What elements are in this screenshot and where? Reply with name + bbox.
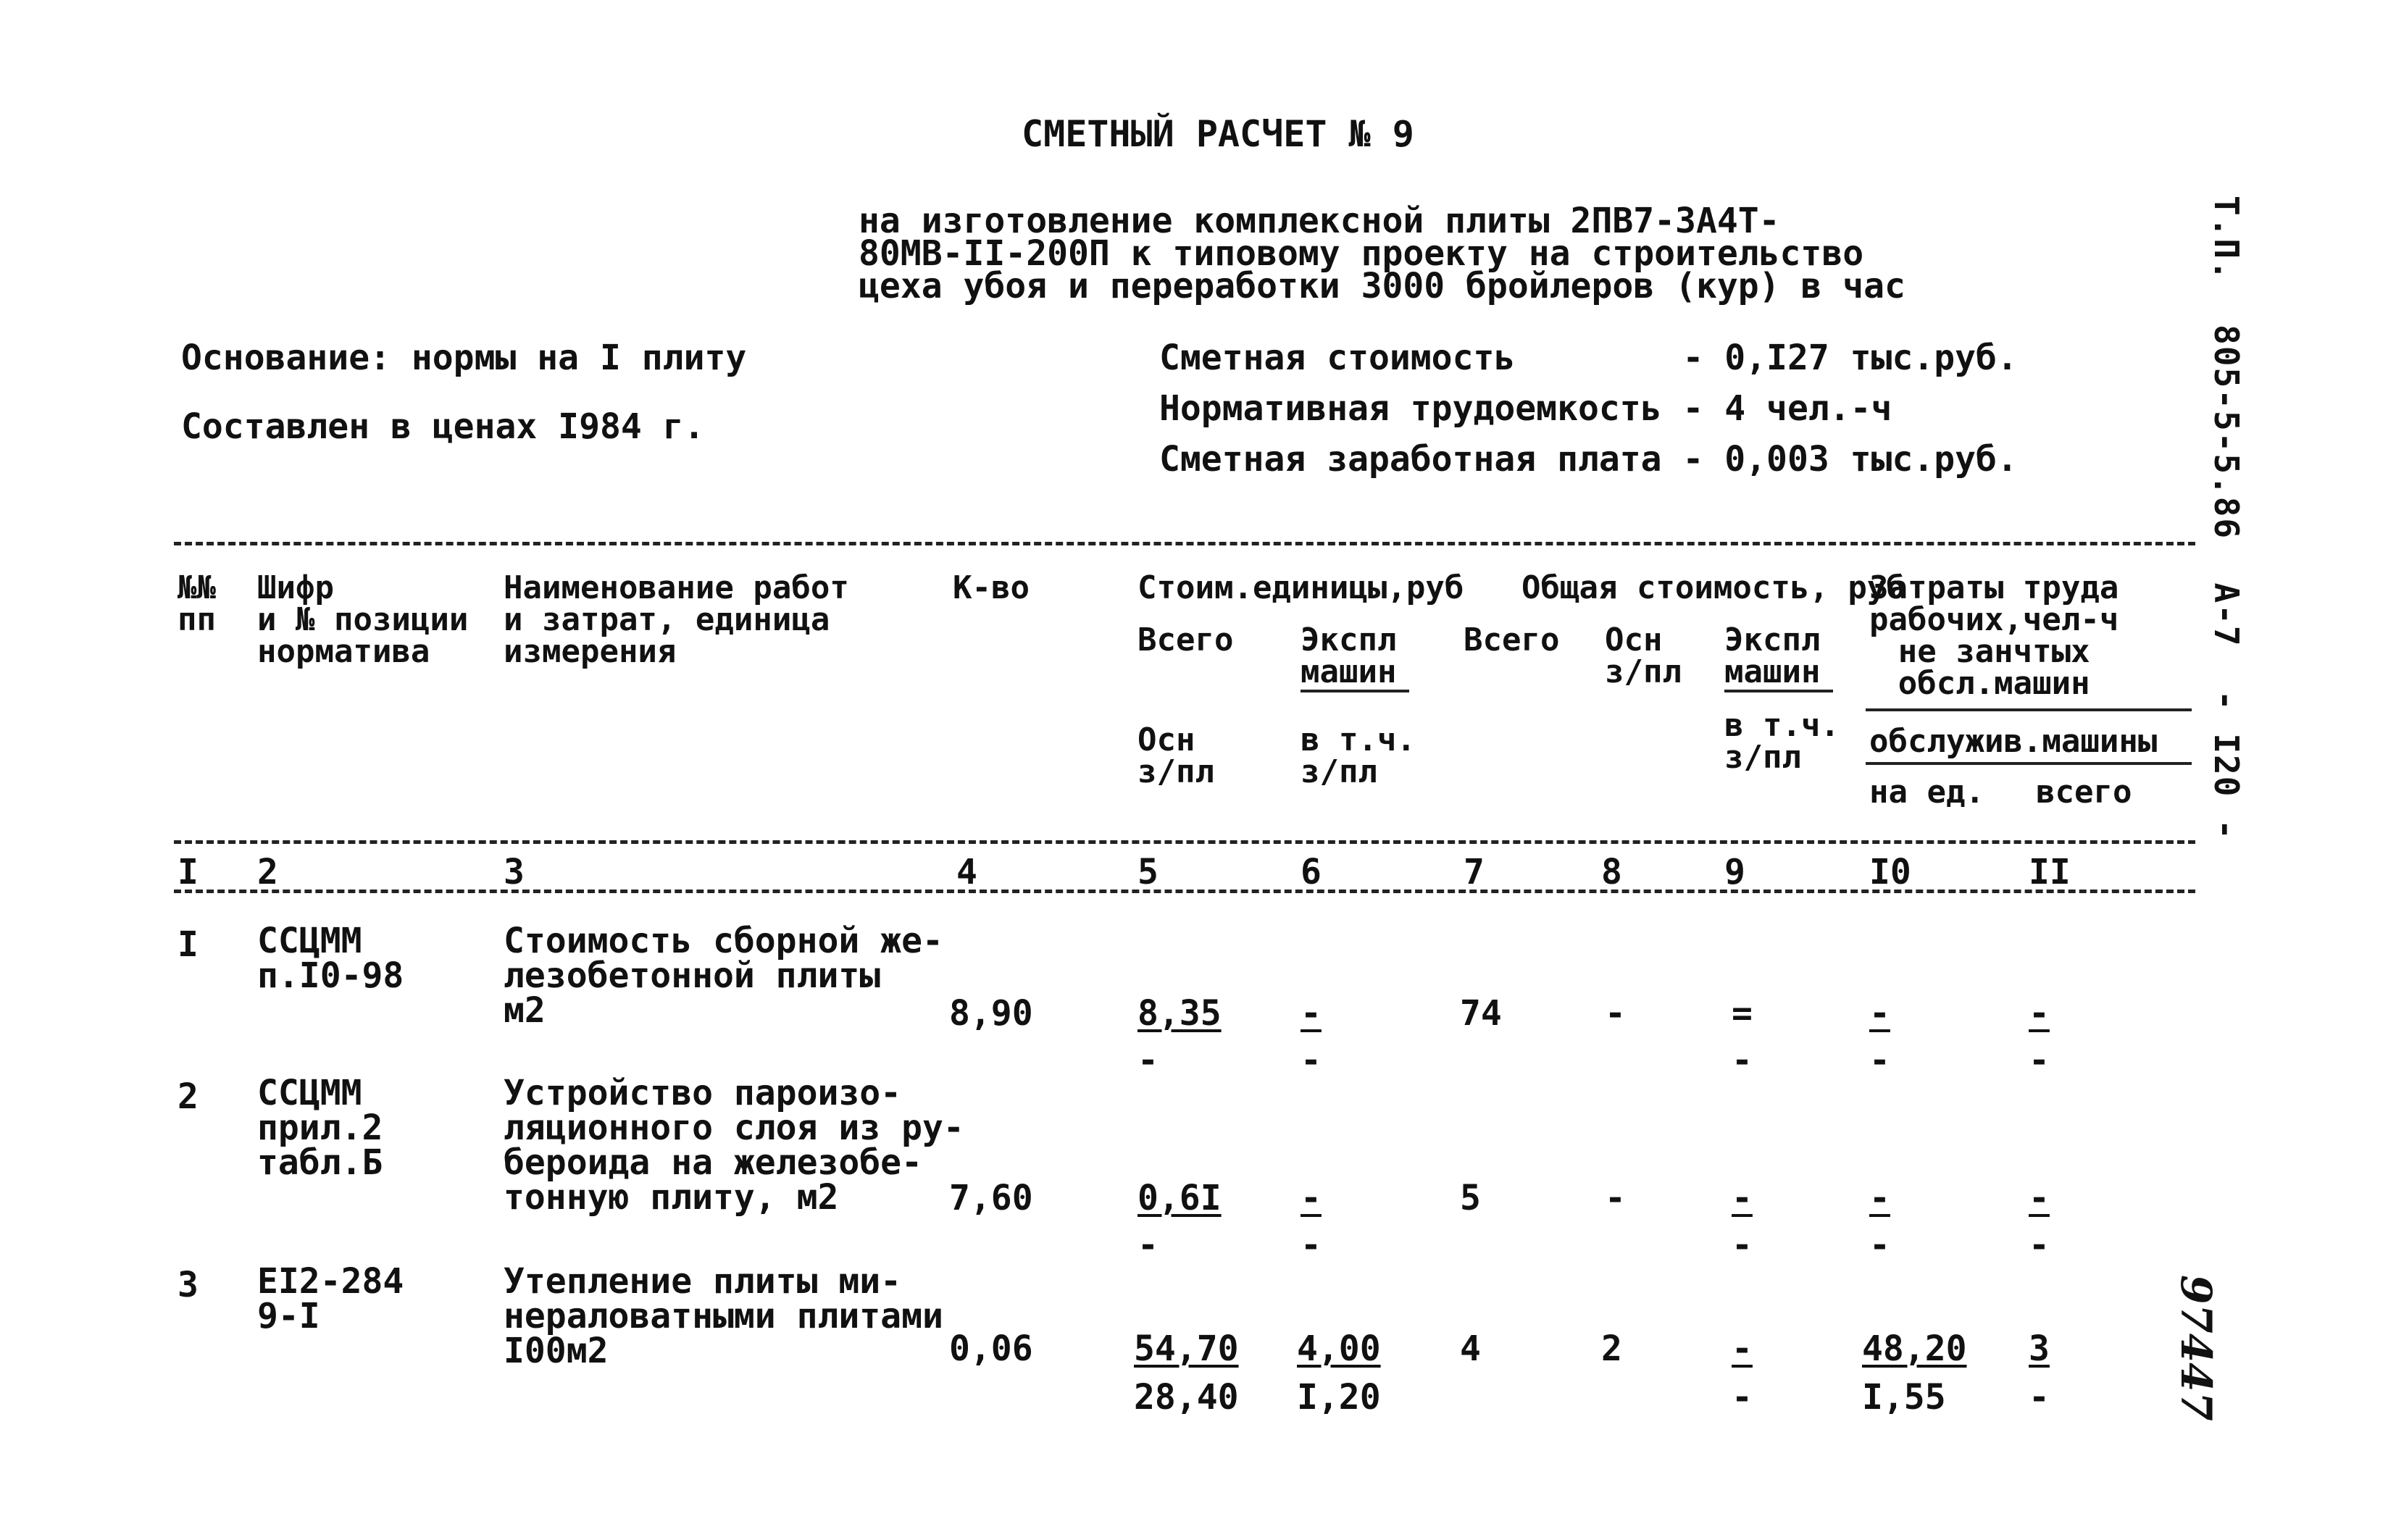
header-qty: К-во [953, 569, 1030, 606]
row-1-total-incl-wage: - [1732, 1040, 1753, 1081]
row-2-unit-incl-wage: - [1301, 1225, 1322, 1265]
row-2-service-per-unit: - [1869, 1225, 1890, 1265]
row-2-labor-total: - [2029, 1178, 2050, 1218]
row-2-total-all: 5 [1460, 1178, 1481, 1218]
subtitle-line-1: на изготовление комплексной плиты 2ПВ7-3А4Т- [859, 201, 1780, 241]
header-machine-service: обслужив.машины [1869, 723, 2158, 760]
row-2-qty: 7,60 [949, 1178, 1033, 1218]
row-1-name: Стоимость сборной же- лезобетонной плиты м2 [504, 921, 943, 1031]
row-3-total-incl-wage: - [1732, 1377, 1753, 1418]
handwritten-stamp: 97447 [2171, 1275, 2221, 1421]
row-2-total-base-wage: - [1605, 1178, 1626, 1218]
header-name: Наименование работ и затрат, единица измерения [504, 569, 849, 670]
row-2-total-incl-wage: - [1732, 1225, 1753, 1265]
header-unit-cost: Стоим.единицы,руб [1138, 569, 1464, 606]
row-1-unit-total: 8,35 [1138, 993, 1222, 1034]
colnum-4: 4 [956, 852, 977, 892]
row-3-unit-machines: 4,00 [1297, 1328, 1381, 1369]
side-project-code: Т.П. 805-5-5.86 А-7 - I20 - [2207, 196, 2246, 841]
labor-underline [1866, 708, 2192, 711]
row-1-service-per-unit: - [1869, 1040, 1890, 1081]
row-2-name: Устройство пароизо- ляционного слоя из ру- бероида на железобе- тонную плиту, м2 [504, 1073, 964, 1218]
row-1-total-all: 74 [1460, 993, 1502, 1034]
row-3-labor-per-unit: 48,20 [1862, 1328, 1967, 1369]
colnum-2: 2 [257, 852, 278, 892]
header-code: Шифр и № позиции норматива [257, 569, 469, 670]
header-total-base-wage: Осн з/пл [1605, 622, 1682, 690]
row-1-unit-base-wage: - [1138, 1040, 1159, 1081]
header-bottom-rule [174, 840, 2195, 844]
row-1-labor-total: - [2029, 993, 2050, 1034]
row-1-labor-per-unit: - [1869, 993, 1890, 1034]
colnum-1: I [178, 852, 199, 892]
row-3-unit-total: 54,70 [1134, 1328, 1239, 1369]
row-2-number: 2 [178, 1076, 199, 1117]
header-unit-incl-wage: в т.ч. з/пл [1301, 721, 1416, 790]
summary-cost: Сметная стоимость - 0,I27 тыс.руб. [1159, 338, 2018, 378]
row-1-unit-machines: - [1301, 993, 1322, 1034]
row-3-total-all: 4 [1460, 1328, 1481, 1369]
document-title: СМЕТНЫЙ РАСЧЕТ № 9 [1022, 113, 1414, 155]
row-2-unit-machines: - [1301, 1178, 1322, 1218]
row-1-code: ССЦММ п.I0-98 [257, 921, 404, 996]
total-machines-underline [1724, 690, 1833, 692]
header-unit-total: Всего [1138, 622, 1234, 658]
header-unit-machines: Экспл машин [1301, 622, 1397, 690]
row-3-unit-base-wage: 28,40 [1134, 1377, 1239, 1418]
row-2-total-machines: - [1732, 1178, 1753, 1218]
row-1-total-base-wage: - [1605, 993, 1626, 1034]
row-3-labor-total: 3 [2029, 1328, 2050, 1369]
row-3-code: EI2-284 9-I [257, 1261, 404, 1336]
row-2-labor-per-unit: - [1869, 1178, 1890, 1218]
row-3-total-base-wage: 2 [1601, 1328, 1622, 1369]
header-labor: Затраты труда рабочих,чел-ч не занчтых обсл.машин [1869, 569, 2119, 702]
row-3-unit-incl-wage: I,20 [1297, 1377, 1381, 1418]
header-total-all: Всего [1464, 622, 1560, 658]
colnum-8: 8 [1601, 852, 1622, 892]
prices-year-text: Составлен в ценах I984 г. [181, 406, 705, 447]
row-2-unit-total: 0,6I [1138, 1178, 1222, 1218]
colnum-5: 5 [1138, 852, 1159, 892]
unit-machines-underline [1301, 690, 1409, 692]
header-row-number: №№ пп [178, 569, 216, 638]
header-total-machines: Экспл машин [1724, 622, 1821, 690]
summary-wages: Сметная заработная плата - 0,003 тыс.руб. [1159, 439, 2018, 480]
row-1-qty: 8,90 [949, 993, 1033, 1034]
row-3-service-per-unit: I,55 [1862, 1377, 1946, 1418]
row-2-service-total: - [2029, 1225, 2050, 1265]
basis-text: Основание: нормы на I плиту [181, 338, 747, 378]
colnum-10: I0 [1869, 852, 1911, 892]
header-labor-total: всего [2036, 774, 2132, 811]
header-total-incl-wage: в т.ч. з/пл [1724, 707, 1840, 776]
row-1-service-total: - [2029, 1040, 2050, 1081]
summary-labor: Нормативная трудоемкость - 4 чел.-ч [1159, 388, 1892, 429]
header-top-rule [174, 542, 2195, 545]
header-per-unit: на ед. [1869, 774, 1984, 811]
colnum-6: 6 [1301, 852, 1322, 892]
row-2-code: ССЦММ прил.2 табл.Б [257, 1073, 383, 1183]
colnum-9: 9 [1724, 852, 1745, 892]
row-3-qty: 0,06 [949, 1328, 1033, 1369]
row-3-name: Утепление плиты ми- нераловатными плитами I00м2 [504, 1261, 943, 1371]
subtitle-line-2: 80МВ-II-200П к типовому проекту на строительство [859, 233, 1864, 274]
colnum-3: 3 [504, 852, 525, 892]
header-total-cost: Общая стоимость, руб [1521, 569, 1905, 606]
header-unit-base-wage: Осн з/пл [1138, 721, 1214, 790]
row-1-unit-incl-wage: - [1301, 1040, 1322, 1081]
row-2-unit-base-wage: - [1138, 1225, 1159, 1265]
machine-service-underline [1866, 762, 2192, 765]
row-3-number: 3 [178, 1265, 199, 1305]
row-1-total-machines: = [1732, 993, 1753, 1034]
row-1-number: I [178, 924, 199, 965]
row-3-total-machines: - [1732, 1328, 1753, 1369]
row-3-service-total: - [2029, 1377, 2050, 1418]
colnum-7: 7 [1464, 852, 1485, 892]
subtitle-line-3: цеха убоя и переработки 3000 бройлеров (кур) в час [859, 266, 1905, 306]
colnum-11: II [2029, 852, 2071, 892]
